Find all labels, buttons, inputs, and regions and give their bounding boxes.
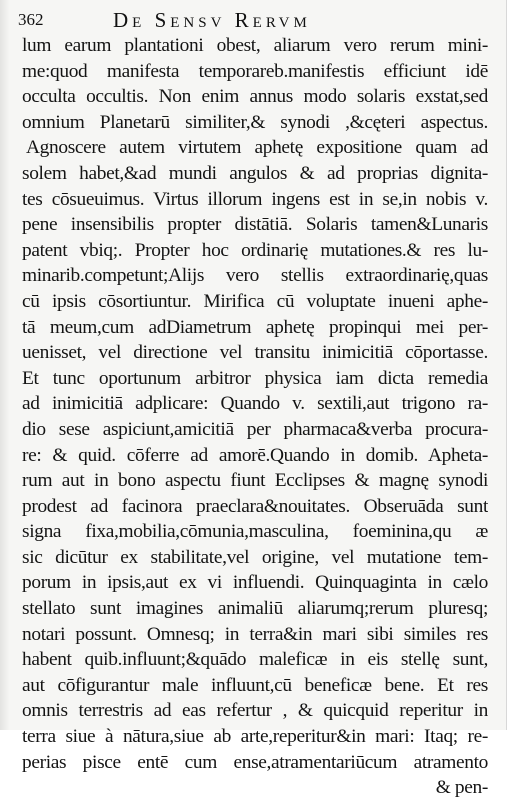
page-header	[18, 8, 488, 34]
text-line: notari possunt. Omnesq; in terra&in mari sibi similes res	[22, 623, 488, 645]
body-text	[22, 33, 488, 801]
text-line: patent vbiq;. Propter hoc ordinarię mutationes.& res lu-	[22, 239, 488, 261]
text-line: signa fixa,mobilia,cōmunia,masculina, foeminina,qu æ	[22, 521, 488, 543]
text-line: stellato sunt imagines animaliū aliarumq;rerum pluresq;	[22, 598, 488, 620]
text-line: cū ipsis cōsortiuntur. Mirifica cū voluptate inueni aphe-	[22, 290, 488, 312]
text-line: rum aut in bono aspectu fiunt Ecclipses & magnę synodi	[22, 470, 488, 492]
text-line: dio sese aspiciunt,amicitiā per pharmaca&verba procura-	[22, 418, 488, 440]
text-line: ad inimicitiā adplicare: Quando v. sextili,aut trigono ra-	[22, 393, 488, 415]
text-line-catchword: & pen-	[435, 777, 488, 799]
text-line: porum in ipsis,aut ex vi influendi. Quinquaginta in cælo	[22, 572, 488, 594]
text-line: me:quod manifesta temporareb.manifestis efficiunt idē	[22, 60, 488, 82]
text-line: lum earum plantationi obest, aliarum vero rerum mini-	[22, 35, 488, 56]
text-line: uenisset, vel directione vel transitu inimicitiā cōportasse.	[22, 342, 488, 364]
text-line: prodest ad facinora praeclara&nouitates. Obseruāda sunt	[22, 495, 488, 517]
text-line: habent quib.influunt;&quādo maleficæ in eis stellę sunt,	[22, 649, 488, 671]
text-line: re: & quid. cōferre ad amorē.Quando in domib. Apheta-	[22, 444, 488, 466]
text-line: pene insensibilis propter distātiā. Solaris tamen&Lunaris	[22, 214, 488, 236]
text-line: tā meum,cum adDiametrum aphetę propinqui mei per-	[22, 316, 488, 338]
text-line: minarib.competunt;Alijs vero stellis extraordinarię,quas	[22, 265, 488, 287]
text-line: aut cōfigurantur male influunt,cū beneficæ bene. Et res	[22, 674, 488, 696]
text-line: sic dicūtur ex stabilitate,vel origine, vel mutatione tem-	[22, 546, 488, 568]
text-line: perias pisce entē cum ense,atramentariūcum atramento	[22, 751, 488, 773]
text-line: tes cōsueuimus. Virtus illorum ingens est in se,in nobis v.	[22, 188, 488, 210]
page-number: 362	[18, 10, 44, 29]
text-line: occulta occultis. Non enim annus modo solaris exstat,sed	[22, 86, 488, 108]
text-line: terra siue à nātura,siue ab arte,reperitur&in mari: Itaq; re-	[22, 726, 488, 748]
text-line: omnium Planetarū similiter,& synodi ,&cęteri aspectus.	[22, 111, 488, 133]
running-head: De Sensv Rervm	[113, 8, 311, 32]
text-line: solem habet,&ad mundi angulos & ad proprias dignita-	[22, 162, 488, 184]
text-line: omnis terrestris ad eas refertur , & quicquid reperitur in	[22, 700, 488, 722]
gutter-shadow	[0, 0, 10, 730]
text-line: Agnoscere autem virtutem aphetę expositione quam ad	[26, 137, 488, 159]
text-line: Et tunc oportunum arbitror physica iam dicta remedia	[22, 367, 488, 389]
